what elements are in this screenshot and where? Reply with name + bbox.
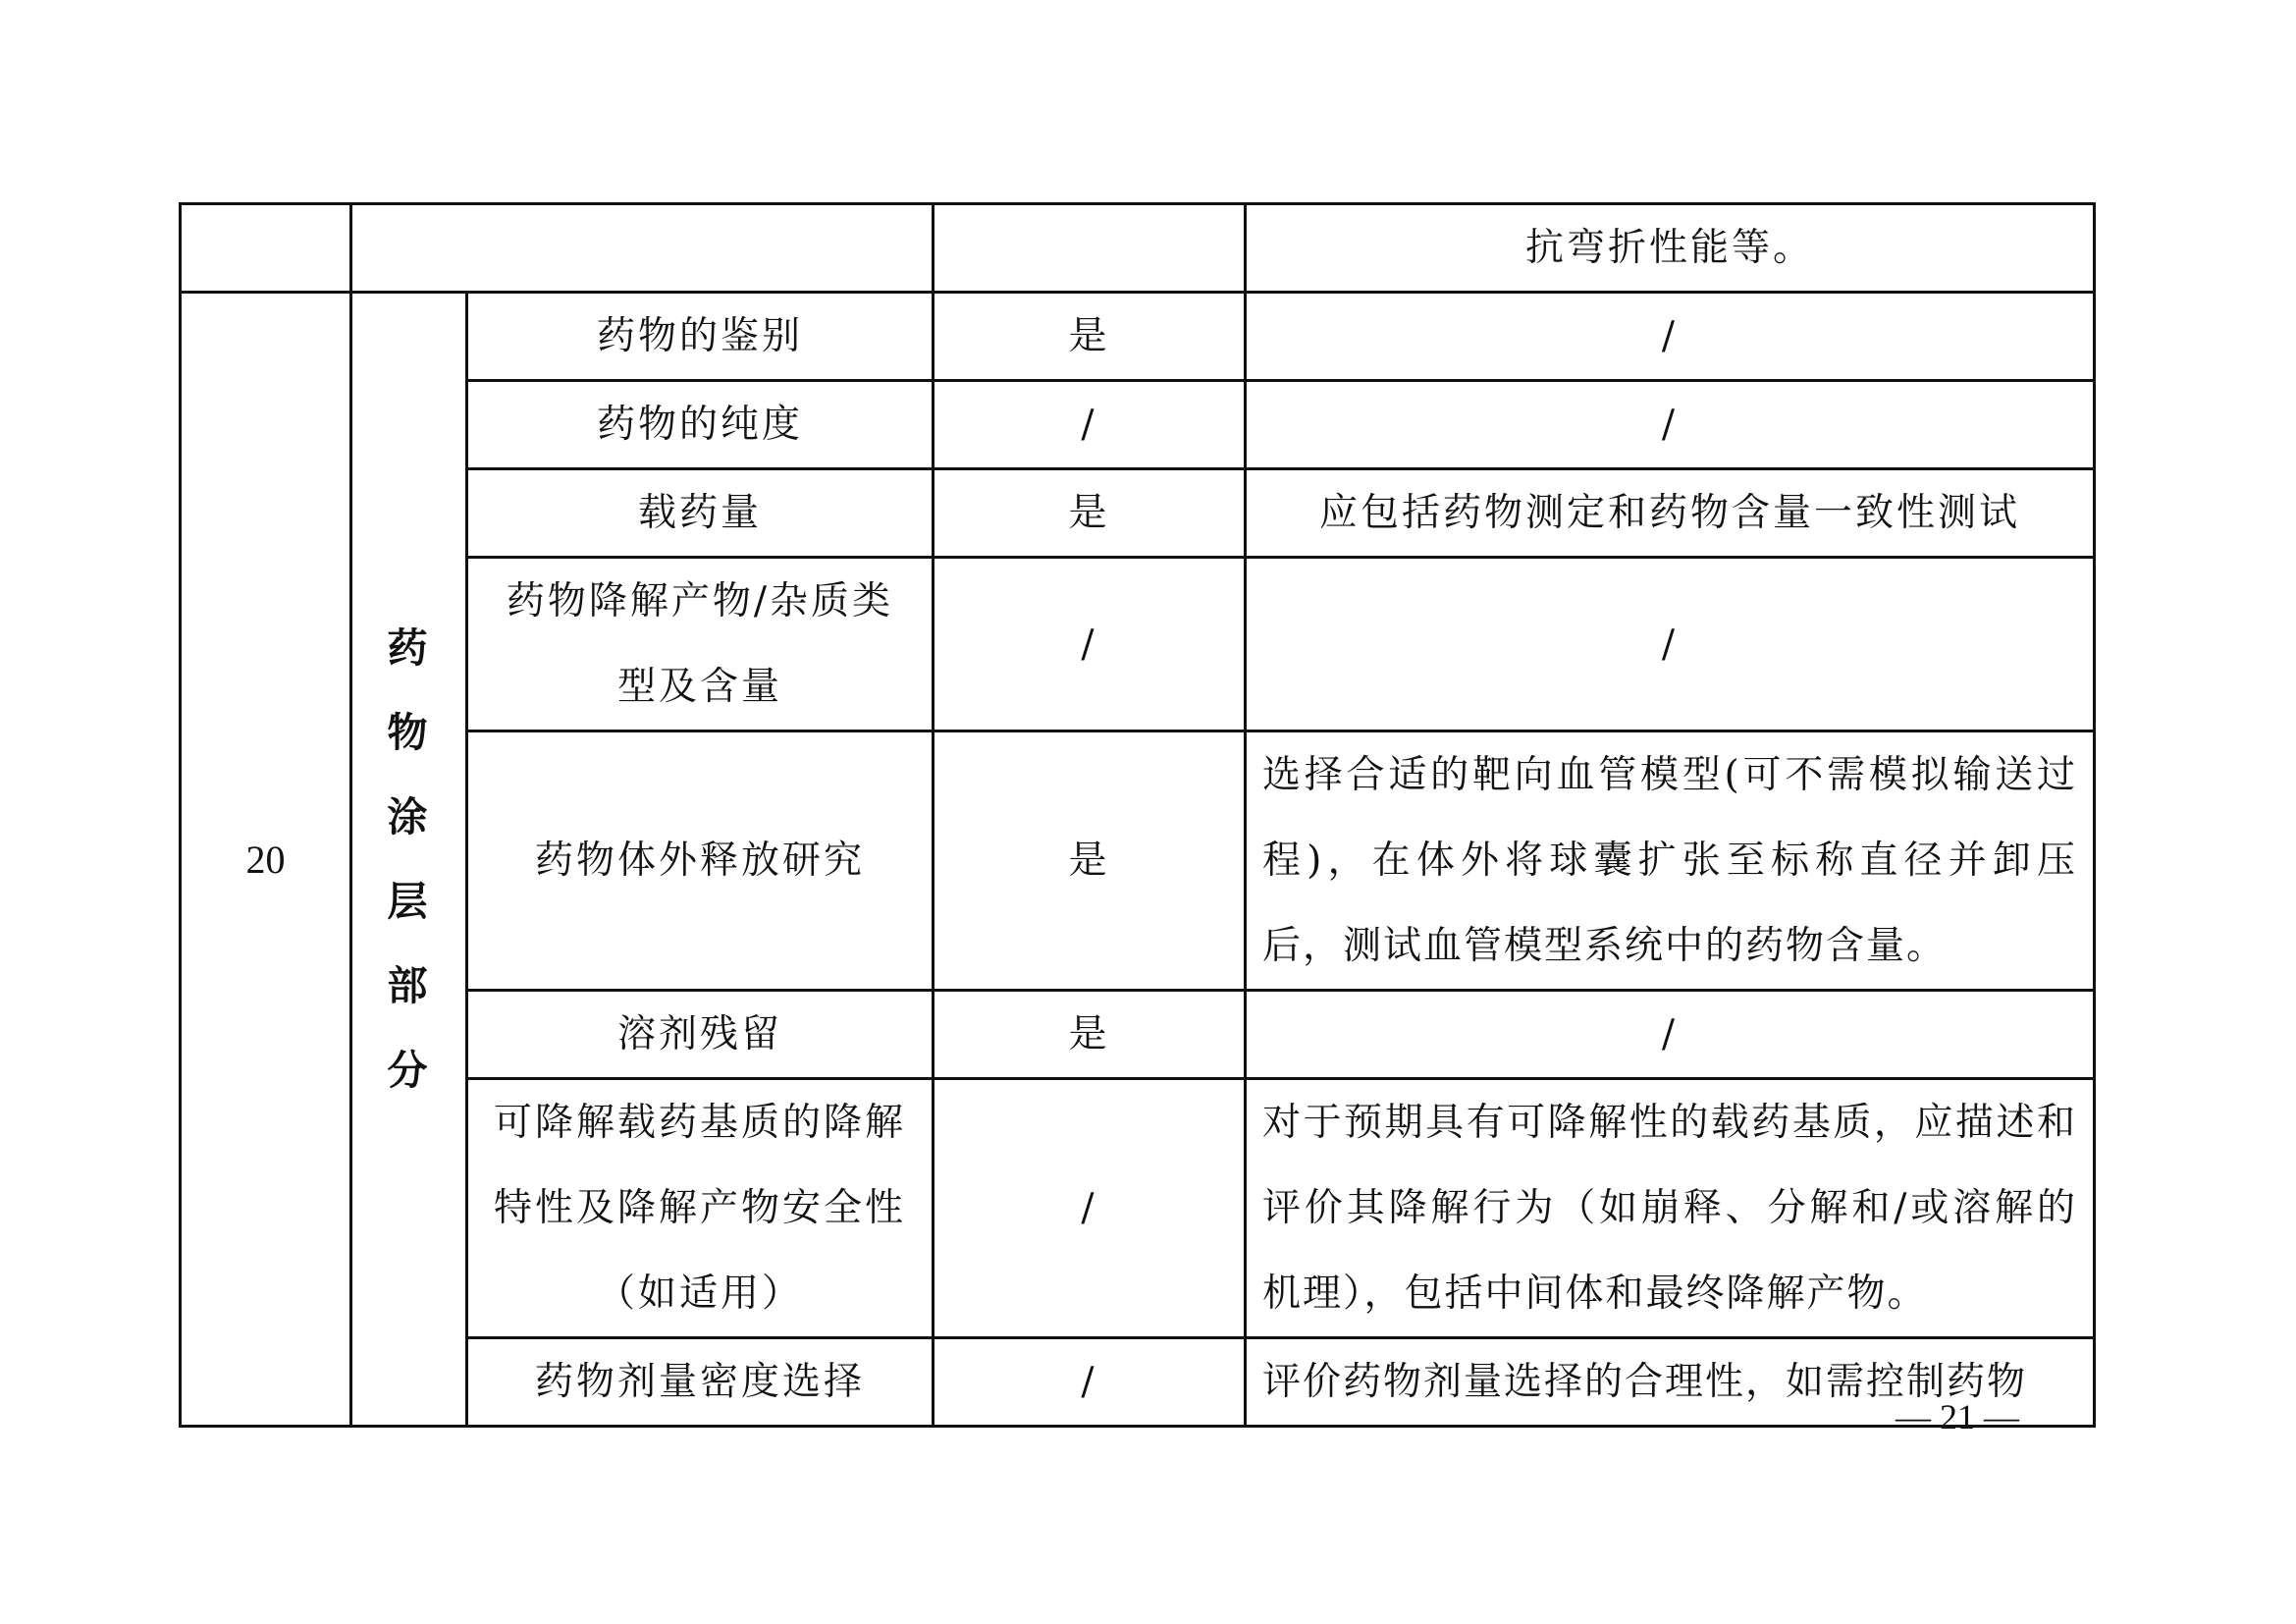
category-char: 涂 <box>387 793 431 840</box>
requirement-cell: / <box>934 1338 1246 1427</box>
requirements-table <box>179 202 2096 1428</box>
table-row <box>181 1338 2095 1427</box>
section-category-cell <box>351 293 467 1427</box>
continuation-row <box>181 204 2095 293</box>
number-cell <box>181 204 351 293</box>
table-row <box>181 293 2095 381</box>
requirement-cell: / <box>934 381 1246 469</box>
category-char: 物 <box>387 709 431 756</box>
note-cell: / <box>1246 558 2095 731</box>
table-row <box>181 469 2095 558</box>
note-cell: 抗弯折性能等。 <box>1246 204 2095 293</box>
requirement-cell: 是 <box>934 469 1246 558</box>
category-char: 层 <box>387 878 431 925</box>
item-cell: 药物剂量密度选择 <box>467 1338 934 1427</box>
note-cell: / <box>1246 381 2095 469</box>
requirement-cell: 是 <box>934 731 1246 991</box>
item-cell: 载药量 <box>467 469 934 558</box>
category-char: 药 <box>387 624 431 672</box>
item-cell: 药物体外释放研究 <box>467 731 934 991</box>
note-cell: 对于预期具有可降解性的载药基质，应描述和评价其降解行为（如崩释、分解和/或溶解的机理），包括中间体和最终降解产物。 <box>1246 1079 2095 1338</box>
note-cell: 应包括药物测定和药物含量一致性测试 <box>1246 469 2095 558</box>
table-row <box>181 991 2095 1079</box>
item-cell: 药物的鉴别 <box>467 293 934 381</box>
note-cell: 选择合适的靶向血管模型(可不需模拟输送过程)，在体外将球囊扩张至标称直径并卸压后，测试血管模型系统中的药物含量。 <box>1246 731 2095 991</box>
note-cell: / <box>1246 293 2095 381</box>
requirement-cell <box>934 204 1246 293</box>
note-cell: 评价药物剂量选择的合理性，如需控制药物 <box>1246 1338 2095 1427</box>
requirement-cell: 是 <box>934 293 1246 381</box>
item-cell: 药物的纯度 <box>467 381 934 469</box>
requirement-cell: 是 <box>934 991 1246 1079</box>
section-number-cell: 20 <box>181 293 351 1427</box>
category-char: 部 <box>387 962 431 1009</box>
category-char: 分 <box>387 1047 431 1094</box>
item-cell: 药物降解产物/杂质类型及含量 <box>467 558 934 731</box>
page-number: — 21 — <box>1896 1397 2019 1436</box>
requirement-cell: / <box>934 1079 1246 1338</box>
requirement-cell: / <box>934 558 1246 731</box>
note-cell: / <box>1246 991 2095 1079</box>
table-row <box>181 731 2095 991</box>
item-cell: 溶剂残留 <box>467 991 934 1079</box>
table-row <box>181 1079 2095 1338</box>
item-cell <box>351 204 934 293</box>
item-cell: 可降解载药基质的降解特性及降解产物安全性（如适用） <box>467 1079 934 1338</box>
table-row <box>181 381 2095 469</box>
table-row <box>181 558 2095 731</box>
